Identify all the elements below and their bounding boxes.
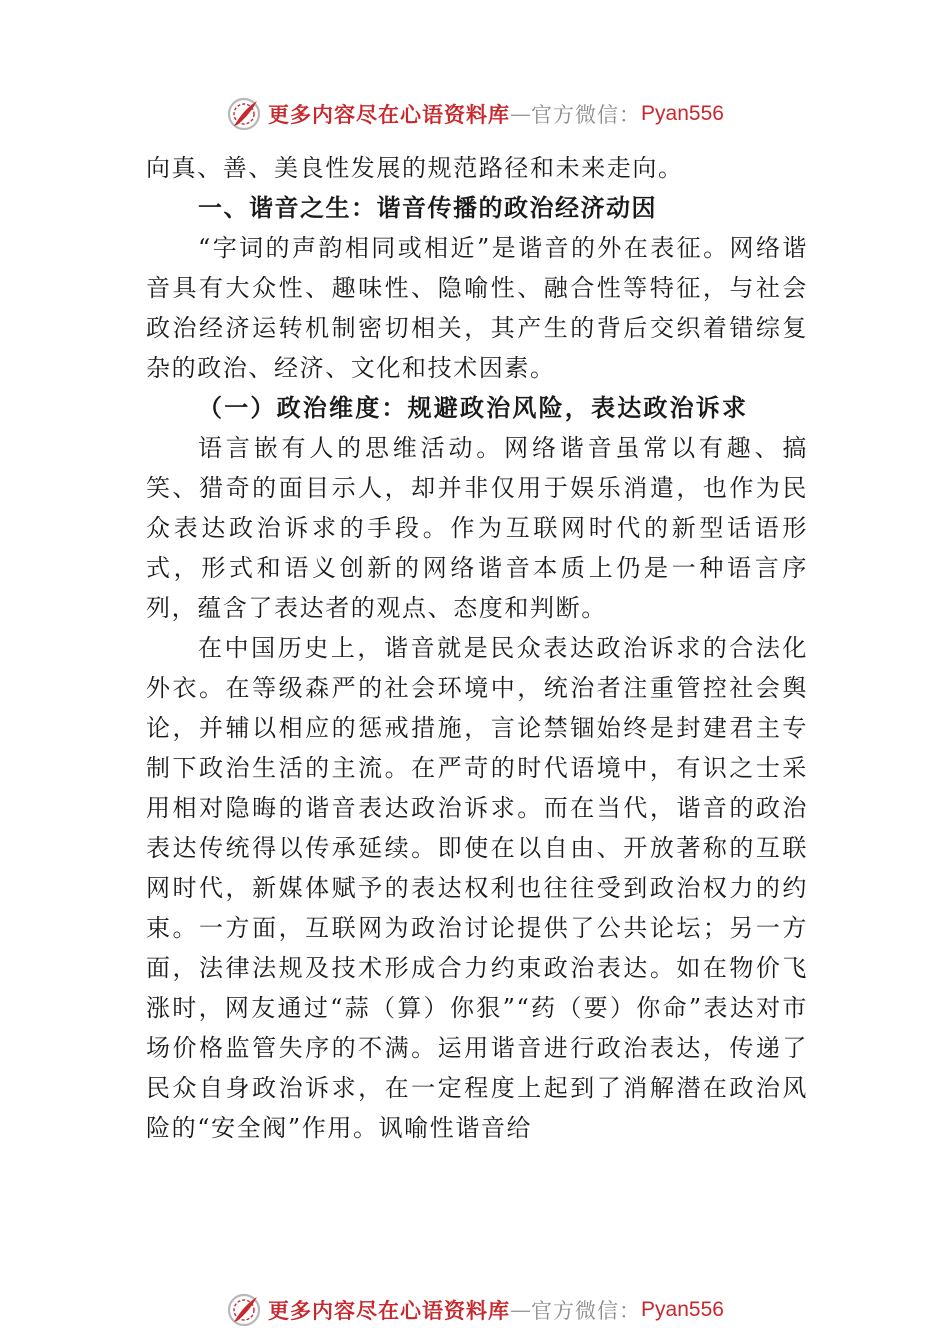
banner-wechat-id: Pyan556 <box>641 102 724 125</box>
banner-dash: — <box>510 1298 532 1322</box>
document-body <box>146 148 808 1148</box>
footer-banner <box>0 1288 950 1332</box>
quill-logo-icon <box>226 96 262 132</box>
subsection-heading: （一）政治维度：规避政治风险，表达政治诉求 <box>198 393 749 422</box>
header-banner <box>0 92 950 136</box>
quill-logo-icon <box>226 1292 262 1328</box>
section-heading: 一、谐音之生：谐音传播的政治经济动因 <box>198 194 657 222</box>
paragraph-language: 语言嵌有人的思维活动。网络谐音虽常以有趣、搞笑、猎奇的面目示人，却并非仅用于娱乐消遣，也作为民众表达政治诉求的手段。作为互联网时代的新型话语形式，形式和语义创新的网络谐音本质上仍是一种语言序列，蕴含了表达者的观点、态度和判断。 <box>146 434 808 622</box>
banner-library-text: 更多内容尽在心语资料库 <box>268 1298 511 1323</box>
banner-wechat-label: 官方微信： <box>531 1299 642 1323</box>
banner-wechat-id: Pyan556 <box>641 1298 724 1321</box>
paragraph-intro: “字词的声韵相同或相近”是谐音的外在表征。网络谐音具有大众性、趣味性、隐喻性、融合性等特征，与社会政治经济运转机制密切相关，其产生的背后交织着错综复杂的政治、经济、文化和技术因素。 <box>146 234 808 382</box>
banner-library-text: 更多内容尽在心语资料库 <box>268 102 511 127</box>
paragraph-continuation: 向真、善、美良性发展的规范路径和未来走向。 <box>146 154 684 182</box>
paragraph-history: 在中国历史上，谐音就是民众表达政治诉求的合法化外衣。在等级森严的社会环境中，统治者注重管控社会舆论，并辅以相应的惩戒措施，言论禁锢始终是封建君主专制下政治生活的主流。在严苛的时代语境中，有识之士采用相对隐晦的谐音表达政治诉求。而在当代，谐音的政治表达传统得以传承延续。即使在以自由、开放著称的互联网时代，新媒体赋予的表达权利也往往受到政治权力的约束。一方面，互联网为政治讨论提供了公共论坛；另一方面，法律法规及技术形成合力约束政治表达。如在物价飞涨时，网友通过“蒜（算）你狠”“药（要）你命”表达对市场价格监管失序的不满。运用谐音进行政治表达，传递了民众自身政治诉求，在一定程度上起到了消解潜在政治风险的“安全阀”作用。讽喻性谐音给 <box>146 634 808 1142</box>
banner-dash: — <box>510 102 532 126</box>
banner-wechat-label: 官方微信： <box>531 103 642 127</box>
